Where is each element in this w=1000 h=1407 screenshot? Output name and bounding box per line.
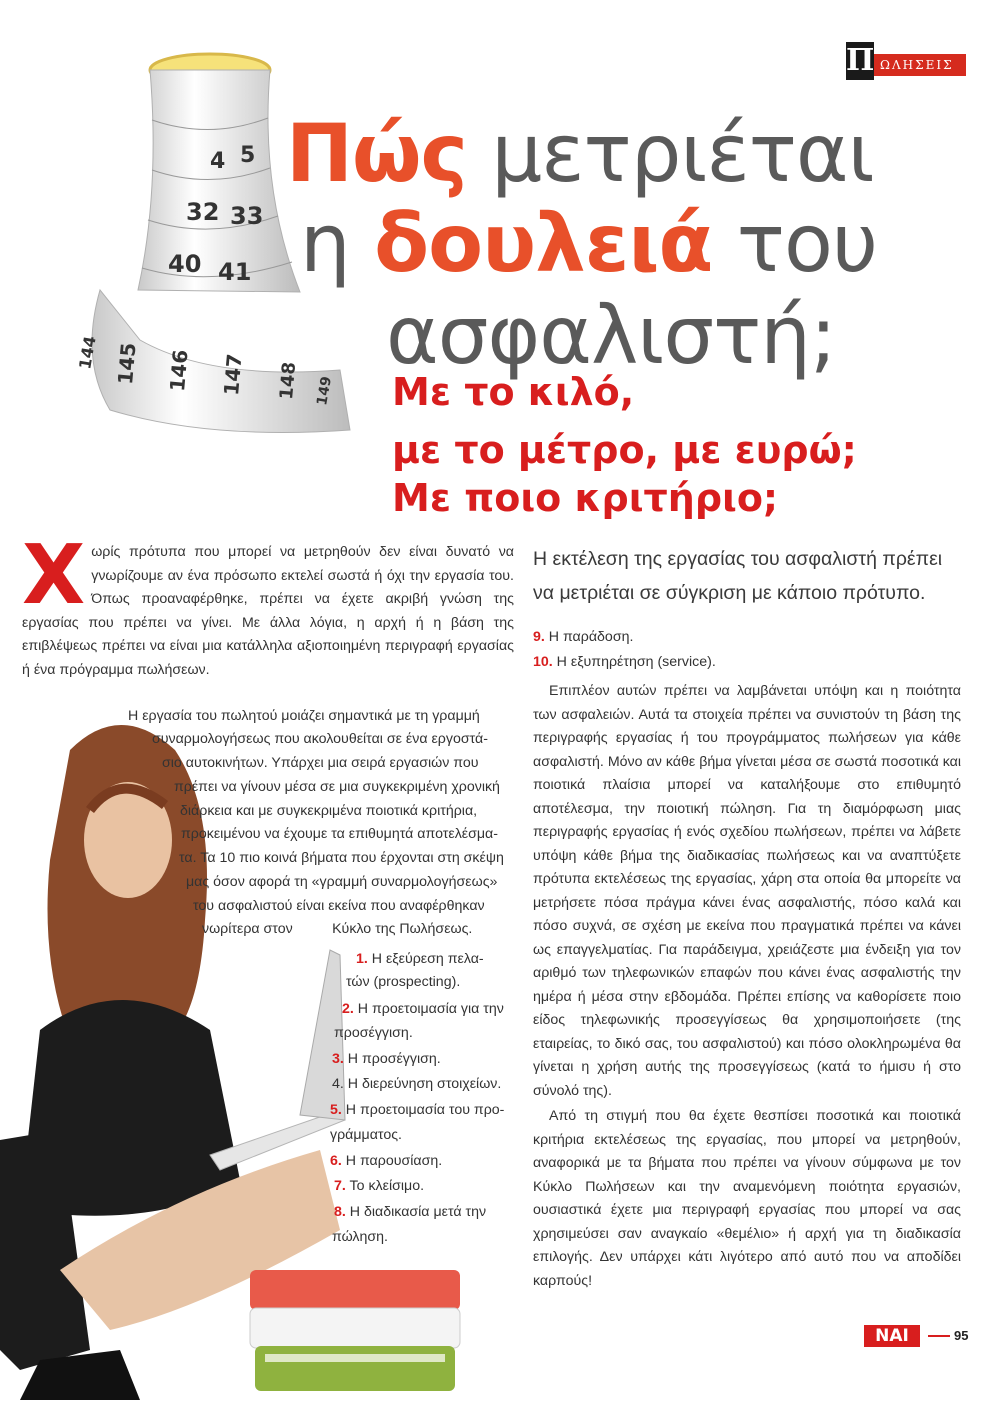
magazine-logo: NAI [864, 1325, 920, 1347]
body-line: σιο αυτοκινήτων. Υπάρχει μια σειρά εργασιών που [162, 755, 479, 771]
body-line: του ασφαλιστού είναι εκείνα που αναφέρθηκαν [193, 898, 485, 914]
subtitle-line-2: με το μέτρο, με ευρώ; [392, 428, 857, 472]
step-item: 1. Η εξεύρεση πελα- [356, 951, 484, 967]
tape-number: 148 [276, 361, 301, 401]
step-item: 10. Η εξυπηρέτηση (service). [533, 654, 716, 670]
tape-number: 5 [240, 143, 256, 168]
step-item: 3. Η προσέγγιση. [332, 1051, 441, 1067]
subtitle-line-3: Με ποιο κριτήριο; [392, 476, 779, 520]
step-item: 7. Το κλείσιμο. [334, 1178, 425, 1194]
step-item: 5. Η προετοιμασία του προ- [330, 1102, 505, 1118]
headline-text: η [300, 197, 375, 290]
section-tab-label: ΩΛΗΣΕΙΣ [874, 54, 966, 76]
step-item: πώληση. [332, 1229, 388, 1245]
footer-divider [928, 1335, 950, 1337]
intro-paragraph: ωρίς πρότυπα που μπορεί να μετρηθούν δεν είναι δυνατό να γνωρίζουμε αν ένα πρόσωπο εκτελεί σωστά ή όχι την εργασία του. Όπως προαναφέρθηκε, πρέπει να έχετε ακριβή γνώση της εργασίας που πρέπει να γίνει. Με άλλα λόγια, η αρχή ή η βάση της επιβλέψεως πρέπει να είναι μια κατάλληλα αξιοποιημένη περιγραφή εργασίας ή ένα πρόγραμμα πωλήσεων. [22, 544, 514, 678]
body-line: νωρίτερα στον Κύκλο της Πωλήσεως. [202, 921, 473, 937]
body-paragraph: Από τη στιγμή που θα έχετε θεσπίσει ποσοτικά και ποιοτικά κριτήρια εκτελέσεως της εργασίας, που μπορεί να μετρηθούν, αναφορικά με τα βήματα που πρέπει να γίνουν σύμφωνα με τον Κύκλο Πωλήσεων και την αναμενόμενη ποιότητα εργασιών, ουσιαστικά έχετε μια περιγραφή εργασίας που μπορεί να σας χρησιμεύσει σαν αναγκαίο «θεμέλιο» ή αρχή για τη διαδικασία επιλογής. Δεν υπάρχει κάτι λιγότερο από αυτό που να αποδίδει καρπούς! [533, 1108, 961, 1289]
tape-number: 33 [230, 202, 264, 230]
section-tab-letter: Π [846, 43, 875, 78]
step-item: 2. Η προετοιμασία για την [342, 1001, 504, 1017]
step-item: 4. Η διερεύνηση στοιχείων. [332, 1076, 502, 1092]
tape-number: 41 [218, 258, 252, 286]
tape-number: 147 [219, 352, 247, 397]
body-line: πρέπει να γίνουν μέσα σε μια συγκεκριμένη χρονική [174, 779, 500, 795]
tape-number: 32 [186, 198, 220, 226]
headline-line-2 [300, 198, 877, 290]
body-paragraph: Επιπλέον αυτών πρέπει να λαμβάνεται υπόψη και η ποιότητα των ασφαλειών. Αυτά τα στοιχεία πρέπει να συνιστούν τη βάση της περιγραφής εργασίας ή του προγράμματος πωλήσεων για κάθε ασφαλιστή. Μόνο αν κάθε βήμα γίνεται μέσα σε σωστά ποσοτικά και ποιοτικά πλαίσια μπορεί να καταλήξουμε στο επιθυμητό αποτέλεσμα, την ποιοτική πώληση. Για τη διαμόρφωση μιας περιγραφής εργασίας ή ενός σχεδίου πωλήσεων, πρέπει να λάβετε υπόψη κάθε βήμα της διαδικασίας πωλήσεως και να αναπτύξετε πρότυπα εκτελέσεως της εργασίας, χάρη στα οποία θα μπορείτε να μετρήσετε πόσα πράγμα κάνει ένας ασφαλιστής, πόσο καλά και πόσο συχνά, σε σχέση με εκείνα που πραγματικά πρέπει να κάνει ως επαγγελματίας. Για παράδειγμα, χρειάζεστε μια ένδειξη για τον αριθμό των τηλεφωνικών επαφών που κάνει ένας ασφαλιστής την ημέρα ή μέσα στην εβδομάδα. Πρέπει επίσης να καθορίσετε ποιο είδος τηλεφωνικής προσεγγίσεως θα χρησιμοποιήσετε (της εταιρείας, το δικό σας, του ασφαλιστού) και πόσο ολοκληρωμένα θα γίνεται η χρήση αυτής της προσεγγίσεως (κατά το ήμισυ ή στο σύνολό της). [533, 683, 961, 1099]
headline-text: μετριέται [466, 107, 874, 200]
step-item: προσέγγιση. [334, 1025, 413, 1041]
tape-number: 4 [210, 149, 226, 174]
tape-number: 40 [168, 250, 202, 278]
tape-number: 146 [165, 348, 193, 393]
tape-number: 145 [113, 341, 141, 386]
body-line: προκειμένου να έχουμε τα επιθυμητά αποτελέσμα- [181, 826, 498, 842]
headline-word-douleia: δουλειά [374, 197, 713, 290]
subtitle-line-1: Με το κιλό, [392, 370, 635, 414]
right-column-body [533, 680, 961, 1293]
left-column-intro [22, 528, 514, 682]
body-line: Η εργασία του πωλητού μοιάζει σημαντικά με τη γραμμή [128, 708, 480, 724]
body-line: συναρμολογήσεως που ακολουθείται σε ένα εργοστά- [152, 731, 488, 747]
body-line: τα. Τα 10 πιο κοινά βήματα που έρχονται στη σκέψη [179, 850, 504, 866]
tape-number: 149 [314, 375, 336, 407]
headline-word-pos: Πώς [286, 107, 467, 200]
body-line: διάρκεια και με συγκεκριμένα ποιοτικά κριτήρια, [180, 803, 478, 819]
step-item: 6. Η παρουσίαση. [330, 1153, 443, 1169]
pull-quote: Η εκτέλεση της εργασίας του ασφαλιστή πρέπει να μετριέται σε σύγκριση με κάποιο πρότυπο. [533, 548, 943, 604]
step-item: τών (prospecting). [346, 974, 461, 990]
tape-number: 144 [75, 334, 100, 371]
headline-line-1 [286, 108, 874, 200]
page-number: 95 [954, 1328, 969, 1343]
headline-text: του [712, 197, 878, 290]
headline-line-3: ασφαλιστή; [386, 289, 836, 382]
drop-cap: Χ [22, 528, 86, 623]
body-line: μας όσον αφορά τη «γραμμή συναρμολογήσεως» [186, 874, 498, 890]
step-item: 9. Η παράδοση. [533, 629, 634, 645]
step-item: 8. Η διαδικασία μετά την [334, 1204, 487, 1220]
step-item: γράμματος. [330, 1127, 402, 1143]
